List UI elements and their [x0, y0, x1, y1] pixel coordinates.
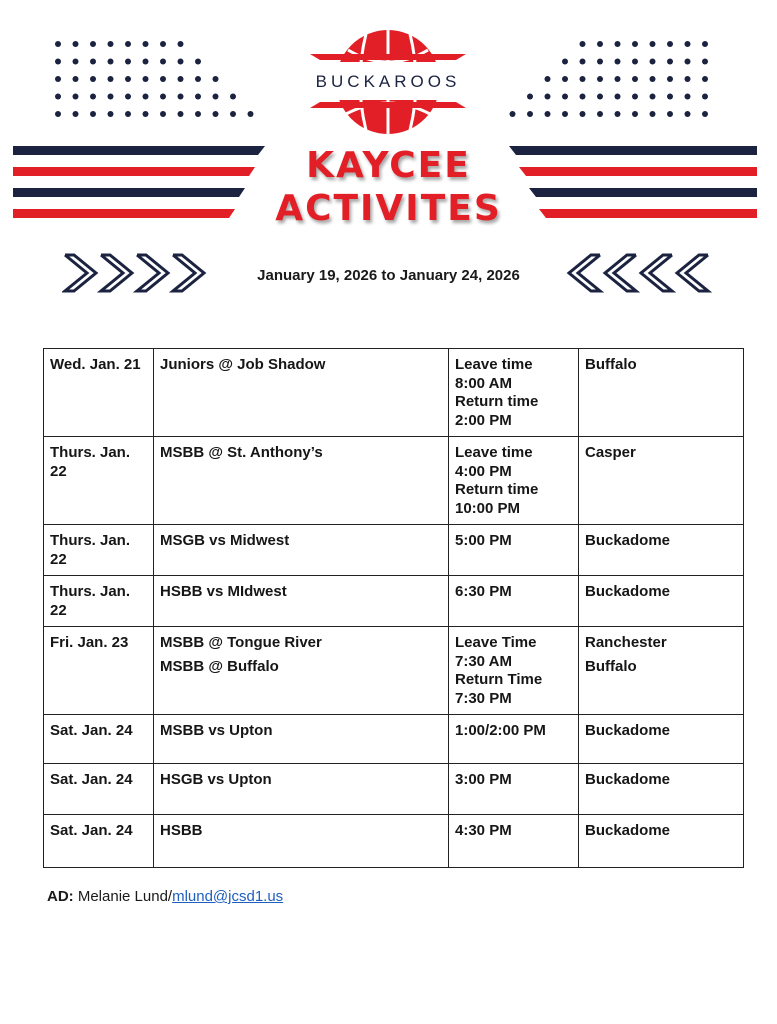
- event-cell-line: MSBB @ Tongue River: [160, 634, 322, 651]
- table-row: [44, 715, 744, 764]
- location-cell: [579, 715, 744, 764]
- email-link[interactable]: mlund@jcsd1.us: [172, 888, 284, 905]
- event-cell: [154, 576, 449, 627]
- date-cell: Thurs. Jan. 22: [44, 525, 154, 576]
- event-cell-line: HSBB vs MIdwest: [160, 583, 287, 600]
- time-cell-line: 7:30 AM: [455, 652, 512, 670]
- time-cell-line: 2:00 PM: [455, 411, 512, 429]
- time-cell: [449, 764, 579, 815]
- location-cell: [579, 815, 744, 868]
- event-cell-line: Juniors @ Job Shadow: [160, 356, 326, 373]
- date-cell: Fri. Jan. 23: [44, 627, 154, 715]
- time-cell-line: 4:30 PM: [455, 822, 512, 839]
- time-cell-line: 8:00 AM: [455, 374, 512, 392]
- event-cell: [154, 349, 449, 437]
- footer-name: Melanie Lund/: [77, 888, 173, 905]
- event-cell: [154, 715, 449, 764]
- event-cell: [154, 764, 449, 815]
- time-cell-line: 10:00 PM: [455, 499, 521, 517]
- time-cell-line: Return time: [455, 393, 539, 410]
- time-cell: [449, 349, 579, 437]
- time-cell-line: 6:30 PM: [455, 583, 512, 600]
- date-cell: Sat. Jan. 24: [44, 764, 154, 815]
- time-cell: [449, 627, 579, 715]
- location-cell: [579, 627, 744, 715]
- event-cell: [154, 815, 449, 868]
- time-cell-line: Return Time: [455, 671, 543, 688]
- event-cell-line: MSBB vs Upton: [160, 722, 273, 739]
- location-cell-line: Buckadome: [585, 722, 671, 739]
- date-cell: Thurs. Jan. 22: [44, 437, 154, 525]
- location-cell-line: Casper: [585, 444, 636, 461]
- date-range: January 19, 2026 to January 24, 2026: [257, 267, 520, 284]
- left-dot-pattern: [50, 36, 270, 126]
- time-cell: [449, 815, 579, 868]
- schedule-body: [44, 349, 744, 868]
- footer-label: AD:: [47, 888, 74, 905]
- time-cell: [449, 576, 579, 627]
- event-cell-line: MSBB @ Buffalo: [160, 657, 279, 675]
- location-cell-line: Buckadome: [585, 532, 671, 549]
- time-cell-line: Return time: [455, 481, 539, 498]
- date-cell: Sat. Jan. 24: [44, 815, 154, 868]
- schedule-table: [43, 348, 744, 868]
- table-row: [44, 437, 744, 525]
- time-cell-line: 5:00 PM: [455, 532, 512, 549]
- location-cell-line: Buckadome: [585, 822, 671, 839]
- footer-contact: [47, 888, 283, 905]
- event-cell-line: HSBB: [160, 822, 203, 839]
- location-cell-line: Ranchester: [585, 634, 667, 651]
- right-chevrons-icon: [62, 252, 212, 296]
- time-cell-line: 1:00/2:00 PM: [455, 722, 546, 739]
- location-cell-line: Buffalo: [585, 356, 637, 373]
- location-cell-line: Buffalo: [585, 657, 637, 675]
- table-row: [44, 349, 744, 437]
- location-cell: [579, 437, 744, 525]
- event-cell-line: HSGB vs Upton: [160, 771, 272, 788]
- table-row: [44, 627, 744, 715]
- location-cell-line: Buckadome: [585, 583, 671, 600]
- event-cell-line: MSBB @ St. Anthony’s: [160, 444, 323, 461]
- event-cell: [154, 437, 449, 525]
- table-row: [44, 764, 744, 815]
- title-line-1: KAYCEE: [306, 145, 471, 186]
- event-cell: [154, 627, 449, 715]
- date-cell: Wed. Jan. 21: [44, 349, 154, 437]
- date-cell: Thurs. Jan. 22: [44, 576, 154, 627]
- location-cell: [579, 525, 744, 576]
- time-cell: [449, 715, 579, 764]
- time-cell-line: Leave time: [455, 444, 533, 461]
- time-cell-line: 3:00 PM: [455, 771, 512, 788]
- table-row: [44, 525, 744, 576]
- time-cell-line: Leave Time: [455, 634, 537, 651]
- location-cell: [579, 349, 744, 437]
- table-row: [44, 576, 744, 627]
- location-cell: [579, 764, 744, 815]
- event-cell: [154, 525, 449, 576]
- time-cell: [449, 437, 579, 525]
- time-cell-line: 4:00 PM: [455, 462, 512, 480]
- brand-name: BUCKAROOS: [315, 72, 461, 91]
- date-cell: Sat. Jan. 24: [44, 715, 154, 764]
- left-chevrons-icon: [566, 252, 716, 296]
- time-cell-line: Leave time: [455, 356, 533, 373]
- location-cell: [579, 576, 744, 627]
- time-cell-line: 7:30 PM: [455, 689, 512, 707]
- title-line-2: ACTIVITES: [275, 188, 502, 229]
- time-cell: [449, 525, 579, 576]
- right-dot-pattern: [505, 36, 725, 126]
- location-cell-line: Buckadome: [585, 771, 671, 788]
- table-row: [44, 815, 744, 868]
- event-cell-line: MSGB vs Midwest: [160, 532, 290, 549]
